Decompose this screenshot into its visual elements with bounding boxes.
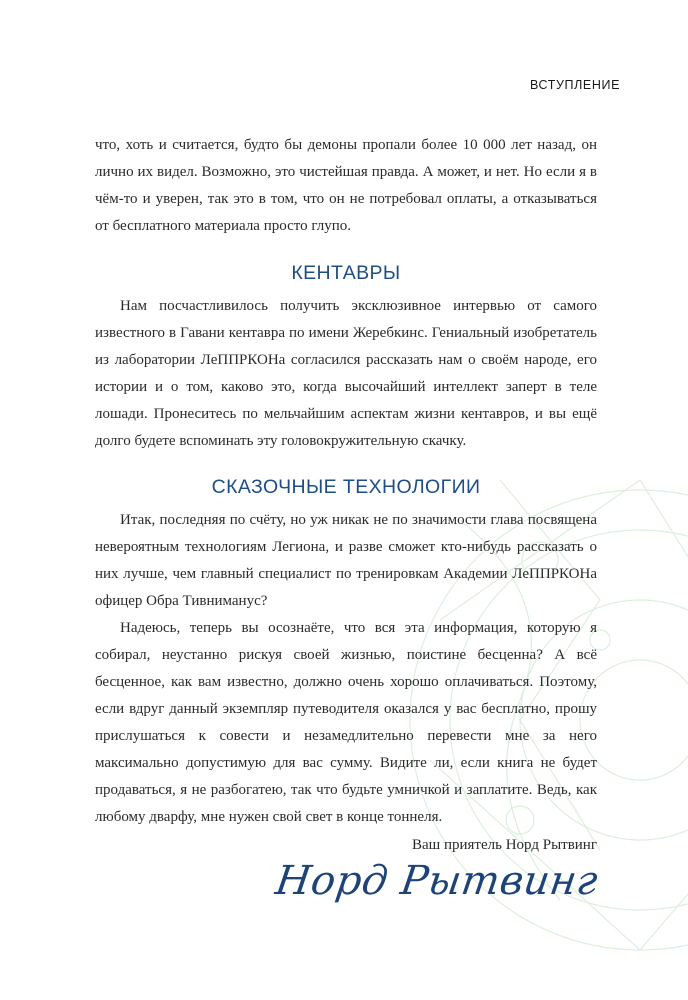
technologies-paragraph-1: Итак, последняя по счёту, но уж никак не по значимости глава посвящена невероятным технологиям Легиона, и разве сможет кто-нибудь рассказать о них лучше, чем главный специалист по тренировкам Академии ЛеППРКОНа офицер Обра Тивниманус? — [95, 512, 597, 609]
section-heading-technologies: СКАЗОЧНЫЕ ТЕХНОЛОГИИ — [211, 476, 481, 498]
intro-paragraph: что, хоть и считается, будто бы демоны пропали более 10 000 лет назад, он лично их видел. Возможно, это чистейшая правда. А может, и нет. Но если я в чём-то и уверен, так это в том, что он не потребовал оплаты, а отказываться от бесплатного материала просто глупо. — [95, 137, 597, 234]
page-body — [95, 132, 597, 859]
centaurs-paragraph: Нам посчастливилось получить эксклюзивное интервью от самого известного в Гавани кентавра по имени Жеребкинс. Гениальный изобретатель из лаборатории ЛеППРКОНа согласился рассказать нам о своём народе, его истории и о том, каково это, когда высочайший интеллект заперт в теле лошади. Пронеситесь по мельчайшим аспектам жизни кентавров, и вы ещё долго будете вспоминать эту головокружительную скачку. — [95, 298, 597, 449]
section-heading-centaurs: КЕНТАВРЫ — [291, 262, 401, 284]
technologies-paragraph-2: Надеюсь, теперь вы осознаёте, что вся эта информация, которую я собирал, неустанно рискуя своей жизнью, поистине бесценна? А всё бесценное, как вам известно, должно очень хорошо оплачиваться. Поэтому, если вдруг данный экземпляр путеводителя оказался у вас бесплатно, прошу прислушаться к совести и незамедлительно перевести мне за него максимально допустимую для вас сумму. Видите ли, если книга не будет продаваться, я не разбогатею, так что будьте умничкой и заплатите. Ведь, как любому дварфу, мне нужен свой свет в конце тоннеля. — [95, 620, 597, 825]
running-header: ВСТУПЛЕНИЕ — [530, 78, 620, 92]
sign-off: Ваш приятель Норд Рытвинг — [412, 837, 597, 853]
author-signature: Норд Рытвинг — [273, 858, 602, 904]
